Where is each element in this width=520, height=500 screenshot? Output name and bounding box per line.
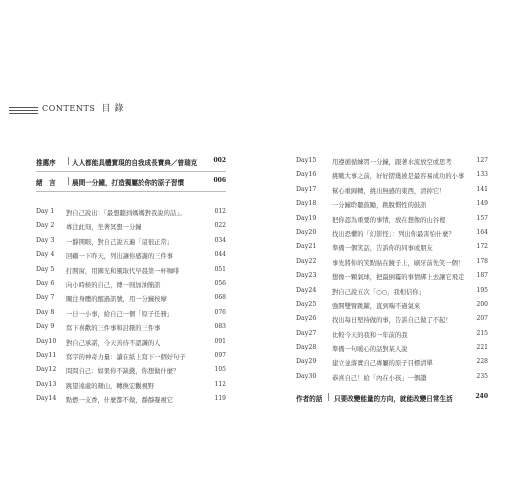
entry-title: 把你認為重要的事情，放在想像的山谷裡 [332, 216, 446, 224]
entry-day: Day25 [296, 300, 317, 308]
entry-tag: 緒 言 [36, 179, 56, 187]
right-day-list [296, 155, 488, 385]
entry-title: 寫下喜歡的三件事和討厭的三件事 [66, 325, 161, 333]
entry-page: 127 [476, 157, 488, 164]
entry-page: 157 [476, 214, 488, 222]
toc-day-entry [36, 235, 226, 249]
entry-page: 149 [476, 200, 488, 208]
entry-page: 051 [214, 265, 226, 273]
entry-title: 幫心重歸轉，挑出無感的東西，清掉它！ [332, 187, 446, 195]
toc-day-entry [296, 270, 488, 284]
toc-day-entry [296, 155, 488, 169]
entry-title: 一分鐘聆聽鼓勵，跳脫慣性的鼓訊 [332, 202, 427, 210]
entry-page: 097 [214, 351, 226, 359]
entry-title: 找出恐懼的「幻影怪」：列出你最害怕什麼？ [332, 230, 455, 238]
entry-page: 187 [476, 272, 488, 280]
entry-title: 一靜開眼，對自己說五遍「這很正常」 [66, 238, 174, 246]
entry-title: 強開雙臂跳躍，直到喘不過氣來 [332, 302, 421, 310]
entry-page: 221 [476, 344, 488, 352]
entry-day: Day15 [296, 157, 317, 164]
entry-title: 問問自己：如果你不缺錢，你想做什麼？ [66, 368, 180, 376]
entry-day: Day13 [36, 380, 57, 388]
entry-day: Day28 [296, 344, 317, 352]
entry-page: 012 [214, 208, 226, 215]
toc-day-entry [36, 292, 226, 306]
entry-day: Day23 [296, 272, 317, 280]
entry-day: Day14 [36, 395, 57, 403]
entry-title: 一日一小事，給自己一個「原子任務」 [66, 310, 174, 318]
entry-page: 215 [476, 329, 488, 337]
toc-day-entry [296, 227, 488, 241]
entry-title: 準備一句暖心的話對某人說 [332, 346, 408, 354]
entry-title: 想像一顆氣球，把最倒霉的事情綁上去讓它飛走 [332, 274, 465, 282]
entry-title: 回顧一下昨天，列出讓你感謝的三件事 [66, 253, 174, 261]
toc-day-entry [36, 336, 226, 350]
entry-page: 195 [476, 286, 488, 294]
entry-title: 寫字的神奇力量：讀在紙上寫下一個好句子 [66, 353, 186, 361]
toc-entry-afterword [296, 391, 488, 409]
entry-page: 228 [476, 358, 488, 366]
entry-title: 用遵循循練習一分鐘，跟著水流放空或思考 [332, 159, 452, 166]
entry-day: Day18 [296, 200, 317, 208]
toc-day-entry [296, 241, 488, 255]
toc-day-entry [296, 342, 488, 356]
toc-day-entry [296, 356, 488, 370]
entry-page: 172 [476, 243, 488, 251]
entry-tag: 作者的話 [296, 395, 323, 404]
toc-day-entry [296, 371, 488, 385]
entry-title: 跳望遠處的顏山，轉換宏觀視野 [66, 382, 155, 390]
toc-day-entry [296, 285, 488, 299]
entry-page: 200 [476, 300, 488, 308]
entry-page: 091 [214, 337, 226, 345]
entry-day: Day 9 [36, 323, 55, 331]
entry-day: Day 8 [36, 308, 55, 316]
entry-page: 112 [214, 380, 226, 388]
entry-day: Day 7 [36, 294, 55, 302]
contents-heading [42, 101, 124, 114]
entry-tag: 推薦序 [36, 159, 56, 167]
entry-page: 178 [476, 257, 488, 265]
entry-day: Day 2 [36, 222, 55, 230]
entry-title: 準備一個笑話，告訴你的同事或朋友 [332, 245, 433, 253]
contents-heading-en: CONTENTS [42, 104, 96, 113]
entry-title: 對自己承諾，今天善待不認識的人 [66, 339, 161, 347]
entry-title: 晨間一分鐘，打造獨屬於你的原子習慣 [72, 179, 185, 187]
toc-day-entry [36, 220, 226, 234]
entry-page: 105 [214, 366, 226, 374]
entry-title: 挑戰大事之前，好好摺幾被是最容易成功的小事 [332, 173, 465, 181]
entry-day: Day 5 [36, 265, 55, 273]
entry-page: 133 [476, 171, 488, 179]
toc-day-entry [36, 393, 226, 407]
entry-day: Day 6 [36, 279, 55, 287]
toc-day-entry [36, 379, 226, 393]
entry-page: 002 [213, 157, 226, 164]
toc-day-entry [296, 313, 488, 327]
entry-page: 083 [214, 323, 226, 331]
toc-day-entry [36, 307, 226, 321]
entry-day: Day17 [296, 185, 317, 193]
toc-day-entry [296, 256, 488, 270]
entry-title: 建立並落實自己專屬的原子目標清單 [332, 360, 433, 368]
separator-bar [68, 157, 69, 165]
entry-day: Day12 [36, 366, 57, 374]
entry-day: Day 3 [36, 236, 55, 244]
entry-page: 240 [475, 393, 488, 401]
entry-day: Day26 [296, 315, 317, 323]
toc-day-entry [296, 184, 488, 198]
entry-title: 比較今天的我和一年前的我 [332, 331, 408, 339]
entry-page: 141 [476, 185, 488, 193]
entry-title: 只要改變能量的方向，就能改變日常生活 [334, 395, 453, 404]
entry-page: 164 [476, 228, 488, 236]
entry-page: 068 [214, 294, 226, 302]
entry-page: 235 [476, 372, 488, 380]
entry-day: Day30 [296, 372, 317, 380]
entry-title: 點燃一支香，什麼都不做，靜靜凝視它 [66, 397, 174, 405]
toc-day-entry [36, 249, 226, 263]
toc-day-entry [36, 350, 226, 364]
entry-title: 對自己說五次「○○，我相信你」 [332, 288, 425, 296]
entry-title: 對自己說出：「最想聽到媽媽對我說的話」。 [66, 210, 186, 217]
toc-day-entry [296, 299, 488, 313]
entry-page: 076 [214, 308, 226, 316]
entry-title: 向小時候的自己，傳一則加油簡訊 [66, 281, 161, 289]
header-rule-lines [9, 107, 38, 116]
entry-page: 056 [214, 279, 226, 287]
toc-day-entry [296, 169, 488, 183]
entry-page: 119 [214, 395, 226, 403]
entry-title: 事先將你的笑點貼在鏡子上，刷牙前先笑一個！ [332, 259, 465, 267]
toc-left-column [36, 155, 226, 407]
entry-title: 打開窗，用國光和風取代早晨第一杯咖啡 [66, 267, 180, 275]
separator-bar [328, 393, 329, 401]
left-day-list [36, 206, 226, 407]
toc-day-entry [36, 264, 226, 278]
toc-entry-preface [36, 155, 226, 173]
toc-day-entry [36, 206, 226, 220]
toc-right-column [296, 155, 488, 409]
entry-day: Day29 [296, 358, 317, 366]
toc-day-entry [296, 198, 488, 212]
entry-page: 022 [214, 222, 226, 230]
contents-heading-zh: 目 錄 [101, 104, 125, 114]
separator-bar [68, 177, 69, 185]
toc-day-entry [36, 321, 226, 335]
entry-day: Day20 [296, 228, 317, 236]
entry-day: Day10 [36, 337, 57, 345]
entry-day: Day19 [296, 214, 317, 222]
entry-title: 找出每日堅持做的事，告訴自己做了不起！ [332, 317, 452, 325]
entry-day: Day 1 [36, 208, 55, 215]
entry-page: 044 [214, 251, 226, 259]
entry-title: 專注此刻，坐著冥想一分鐘 [66, 224, 142, 232]
entry-page: 207 [476, 315, 488, 323]
toc-day-entry [36, 278, 226, 292]
entry-page: 006 [213, 177, 226, 184]
entry-day: Day 4 [36, 251, 55, 259]
entry-day: Day11 [36, 351, 57, 359]
entry-day: Day16 [296, 171, 317, 179]
entry-title: 關注身體的醒過訊號，用一分鐘按摩 [66, 296, 167, 304]
entry-page: 034 [214, 236, 226, 244]
toc-day-entry [36, 364, 226, 378]
entry-day: Day22 [296, 257, 317, 265]
toc-day-entry [296, 213, 488, 227]
toc-day-entry [296, 328, 488, 342]
toc-entry-intro [36, 175, 226, 193]
entry-title: 恭喜自己！給「內在小孩」一個讚 [332, 374, 427, 382]
entry-title: 人人都能具體實現的自我成長寶典／曾瑞克 [72, 159, 198, 167]
entry-day: Day21 [296, 243, 317, 251]
entry-day: Day27 [296, 329, 317, 337]
entry-day: Day24 [296, 286, 317, 294]
